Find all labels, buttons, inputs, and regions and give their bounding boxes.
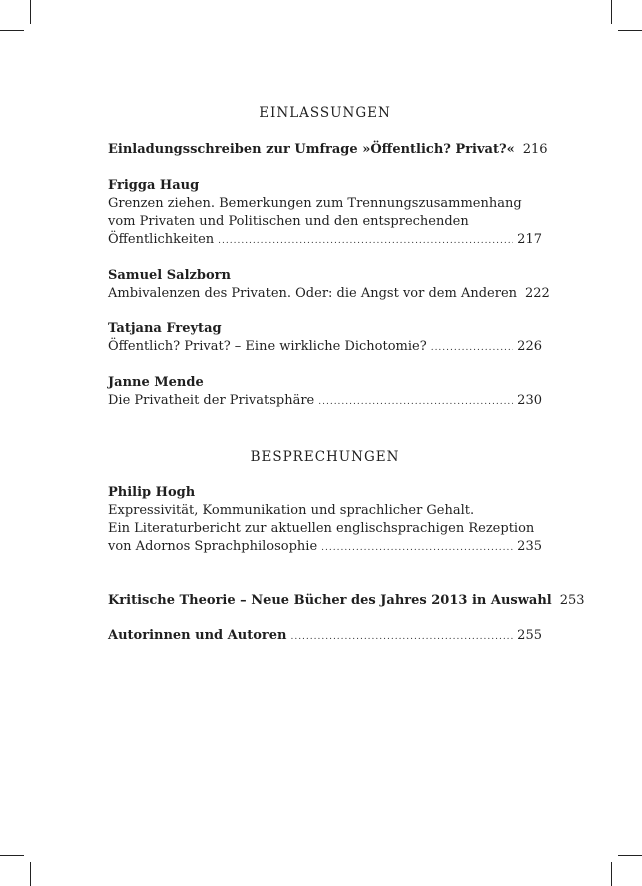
page-number: 235 xyxy=(517,539,542,554)
leader-dots xyxy=(431,339,513,357)
crop-mark-bottom-right-vertical xyxy=(611,862,612,886)
section-heading-besprechungen: BESPRECHUNGEN xyxy=(250,449,400,465)
crop-mark-bottom-left-horizontal xyxy=(0,855,24,856)
entry-title-line: Ein Literaturbericht zur aktuellen englischsprachigen Rezeption xyxy=(108,521,535,536)
toc-entry-hogh[interactable] xyxy=(108,484,542,557)
entry-title-line: Ambivalenzen des Privaten. Oder: die Angst vor dem Anderen xyxy=(108,286,518,301)
entry-title-line: Die Privatheit der Privatsphäre xyxy=(108,393,315,408)
leader-dots xyxy=(290,628,513,646)
toc-entry-einladung[interactable] xyxy=(108,141,548,160)
entry-author: Samuel Salzborn xyxy=(108,268,231,283)
leader-dots xyxy=(218,232,513,250)
crop-mark-bottom-right-horizontal xyxy=(618,855,642,856)
entry-title-line: vom Privaten und Politischen und den entsprechenden xyxy=(108,214,469,229)
page-number: 230 xyxy=(517,393,542,408)
toc-entry-freytag[interactable] xyxy=(108,320,542,357)
crop-mark-top-right-horizontal xyxy=(618,30,642,31)
entry-title-line: Öffentlichkeiten xyxy=(108,232,215,247)
crop-mark-top-right-vertical xyxy=(611,0,612,24)
entry-title-line: von Adornos Sprachphilosophie xyxy=(108,539,318,554)
entry-title: Autorinnen und Autoren xyxy=(108,628,287,643)
entry-title-line: Öffentlich? Privat? – Eine wirkliche Dichotomie? xyxy=(108,339,427,354)
toc-entry-haug[interactable] xyxy=(108,177,542,250)
entry-author: Janne Mende xyxy=(108,375,204,390)
crop-mark-top-left-vertical xyxy=(30,0,31,24)
toc-entry-mende[interactable] xyxy=(108,374,542,411)
page-number: 222 xyxy=(525,286,550,301)
entry-author: Philip Hogh xyxy=(108,485,196,500)
toc-entry-salzborn[interactable] xyxy=(108,267,550,304)
crop-mark-top-left-horizontal xyxy=(0,30,24,31)
entry-author: Frigga Haug xyxy=(108,178,200,193)
entry-author: Tatjana Freytag xyxy=(108,321,222,336)
page-number: 253 xyxy=(559,593,585,608)
crop-mark-bottom-left-vertical xyxy=(30,862,31,886)
page-number: 255 xyxy=(517,628,542,643)
entry-title-line: Grenzen ziehen. Bemerkungen zum Trennungszusammenhang xyxy=(108,196,522,211)
leader-dots xyxy=(318,393,513,411)
leader-dots xyxy=(321,539,513,557)
entry-title-line: Expressivität, Kommunikation und sprachlicher Gehalt. xyxy=(108,503,475,518)
page-number: 216 xyxy=(522,142,548,157)
page-number: 226 xyxy=(517,339,542,354)
entry-title: Kritische Theorie – Neue Bücher des Jahres 2013 in Auswahl xyxy=(108,593,552,608)
section-heading-einlassungen: EINLASSUNGEN xyxy=(259,105,391,121)
toc-entry-kritische-theorie[interactable] xyxy=(108,592,585,611)
toc-entry-autoren[interactable] xyxy=(108,627,542,646)
entry-title: Einladungsschreiben zur Umfrage »Öffentlich? Privat?« xyxy=(108,142,515,157)
page-number: 217 xyxy=(517,232,542,247)
